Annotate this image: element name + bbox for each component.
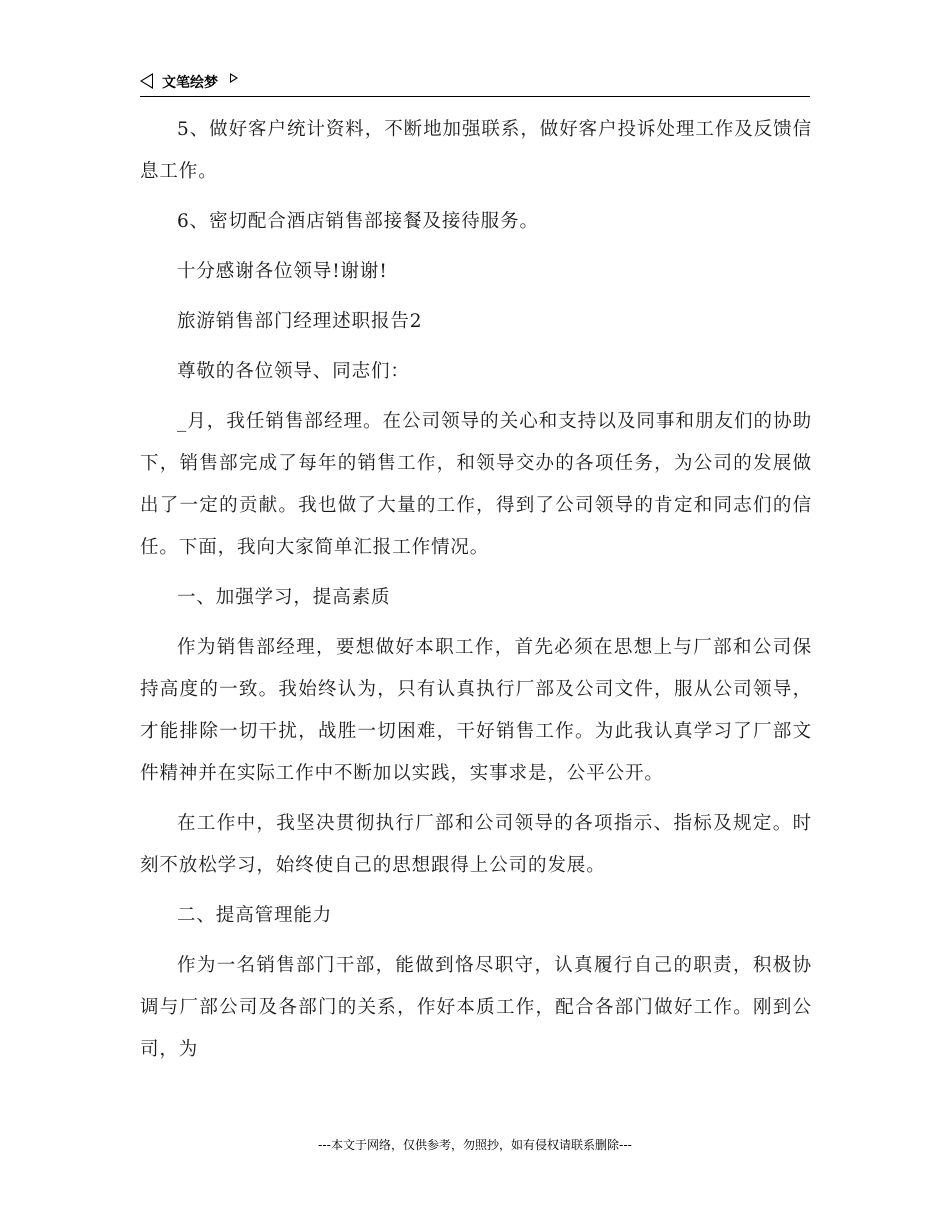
paragraph-item-6: 6、密切配合酒店销售部接餐及接待服务。 — [177, 211, 539, 232]
section-heading-2: 二、提高管理能力 — [177, 905, 333, 926]
section-heading-1: 一、加强学习，提高素质 — [177, 587, 391, 608]
paragraph-work: 在工作中，我坚决贯彻执行厂部和公司领导的各项指示、指标及规定。时刻不放松学习，始终使自己的思想跟得上公司的发展。 — [140, 813, 812, 876]
paragraph-study: 作为销售部经理，要想做好本职工作，首先必须在思想上与厂部和公司保持高度的一致。我始终认为，只有认真执行厂部及公司文件，服从公司领导，才能排除一切干扰，战胜一切困难，干好销售工作。为此我认真学习了厂部文件精神并在实际工作中不断加以实践，实事求是，公平公开。 — [140, 637, 812, 784]
document-body — [140, 109, 812, 1071]
paragraph-item-5: 5、做好客户统计资料，不断地加强联系，做好客户投诉处理工作及反馈信息工作。 — [140, 119, 812, 182]
triangle-left-icon — [140, 73, 153, 89]
salutation: 尊敬的各位领导、同志们： — [177, 361, 410, 382]
paragraph-intro: _月，我任销售部经理。在公司领导的关心和支持以及同事和朋友们的协助下，销售部完成了每年的销售工作，和领导交办的各项任务，为公司的发展做出了一定的贡献。我也做了大量的工作，得到了公司领导的肯定和同志们的信任。下面，我向大家简单汇报工作情况。 — [140, 411, 812, 558]
header-title: 文笔绘梦 — [162, 75, 218, 91]
triangle-right-icon — [230, 73, 238, 83]
page-footer: ---本文于网络，仅供参考，勿照抄，如有侵权请联系删除--- — [318, 1138, 632, 1152]
report-title: 旅游销售部门经理述职报告2 — [177, 311, 423, 332]
paragraph-thanks: 十分感谢各位领导!谢谢! — [177, 261, 388, 282]
paragraph-management: 作为一名销售部门干部，能做到恪尽职守，认真履行自己的职责，积极协调与厂部公司及各部门的关系，作好本质工作，配合各部门做好工作。刚到公司，为 — [140, 955, 812, 1060]
page-header — [140, 70, 810, 97]
